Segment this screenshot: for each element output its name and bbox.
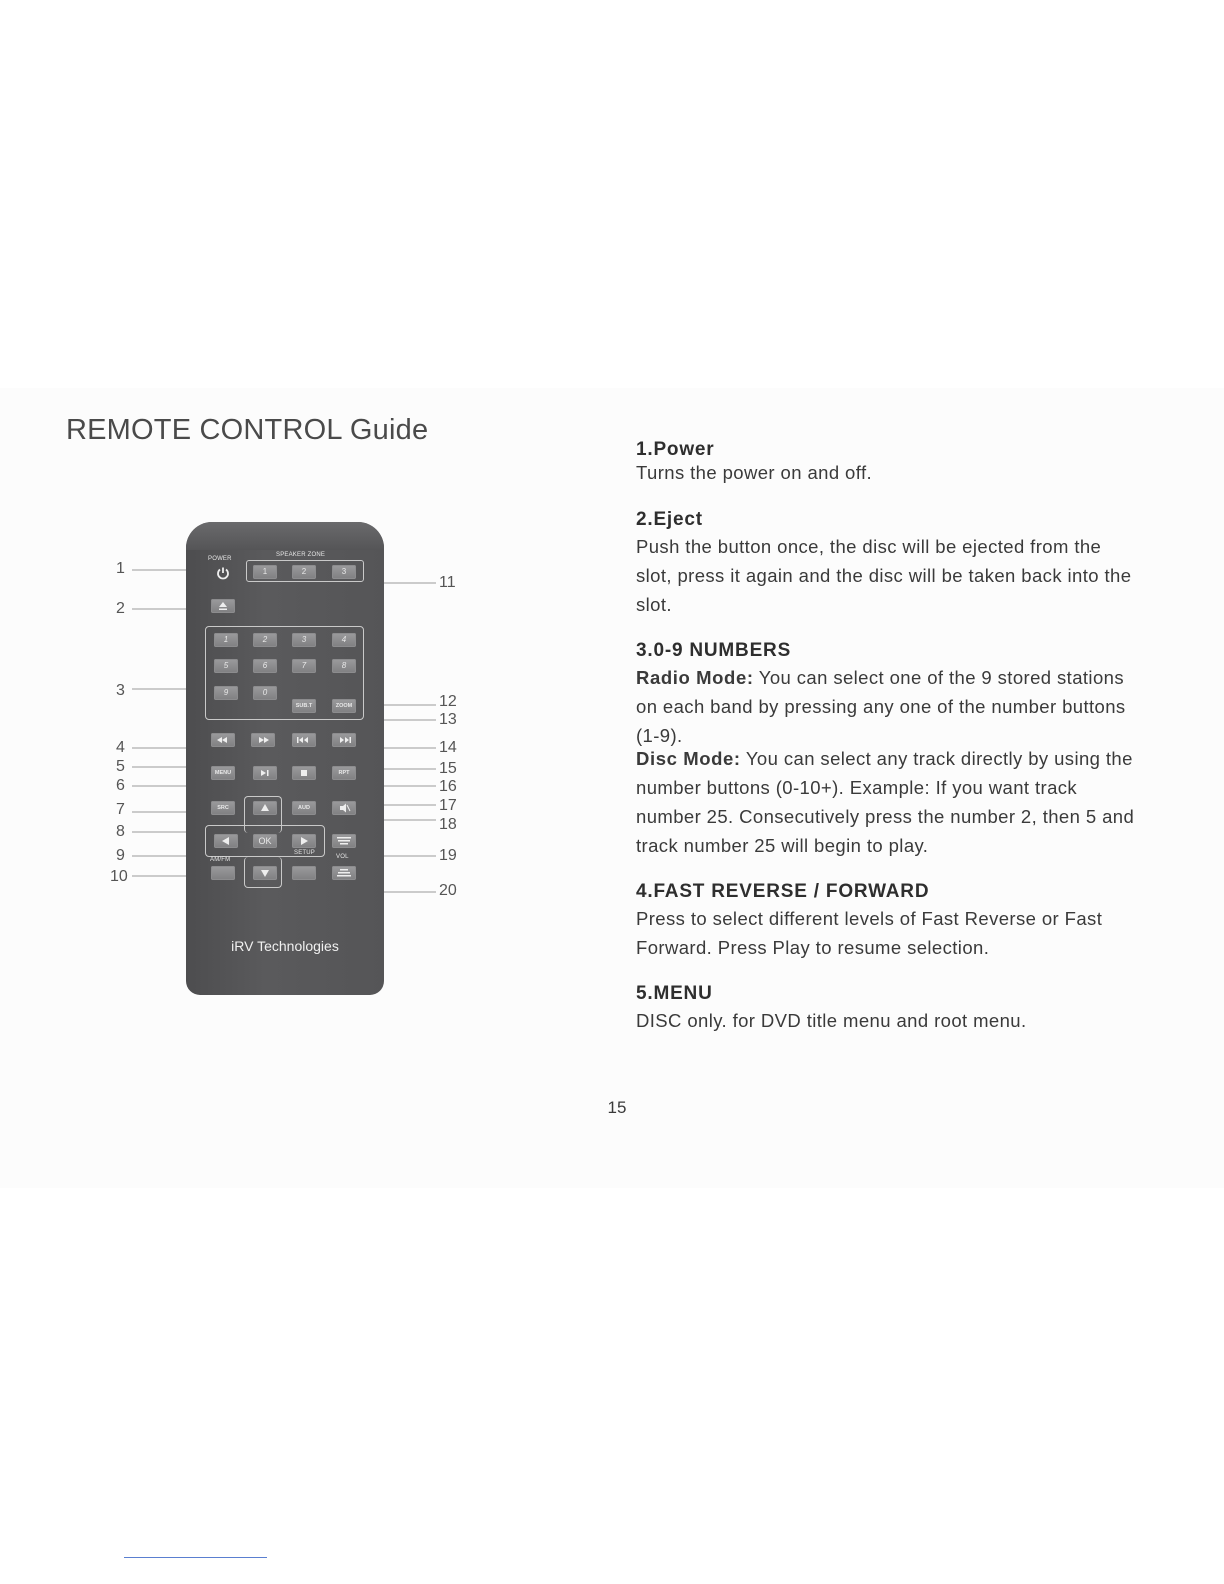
section-menu — [636, 982, 1136, 1035]
vol-down-icon — [332, 866, 356, 880]
callout-20: 20 — [439, 882, 457, 899]
callout-5: 5 — [116, 758, 125, 775]
num-5-button: 5 — [214, 659, 238, 673]
menu-button: MENU — [211, 766, 235, 780]
callout-9: 9 — [116, 847, 125, 864]
eject-icon — [211, 599, 235, 613]
callout-1: 1 — [116, 560, 125, 577]
num-3-button: 3 — [292, 633, 316, 647]
num-2-button: 2 — [253, 633, 277, 647]
vol-label: VOL — [336, 854, 349, 860]
section-numbers — [636, 639, 1136, 860]
arrow-right-button — [292, 834, 316, 848]
speaker-zone-label: SPEAKER ZONE — [276, 552, 326, 558]
next-track-button — [332, 733, 356, 747]
section-fast-reverse-forward — [636, 880, 1136, 962]
mute-icon — [332, 801, 356, 815]
section-power — [636, 438, 1136, 484]
power-label: POWER — [208, 556, 232, 562]
zone-1-button: 1 — [253, 565, 277, 579]
zone-2-button: 2 — [292, 565, 316, 579]
eject-button — [211, 599, 235, 613]
radio-mode-text: You can select one of the 9 stored stations on each band by pressing any one of the number buttons (1-9). — [636, 667, 1126, 746]
section-heading: 2.Eject — [636, 509, 703, 530]
setup-label: SETUP — [294, 850, 316, 856]
mute-button — [332, 801, 356, 815]
callout-14: 14 — [439, 739, 457, 756]
arrow-right-icon — [292, 834, 316, 848]
amfm-button — [211, 866, 235, 880]
section-body: DISC only. for DVD title menu and root menu. — [636, 1010, 1027, 1031]
amfm-label: AM/FM — [210, 857, 231, 863]
instructions-column — [636, 438, 1136, 1055]
section-body-disc — [636, 744, 1136, 860]
num-7-button: 7 — [292, 659, 316, 673]
callout-11: 11 — [439, 574, 456, 591]
radio-mode-lead: Radio Mode: — [636, 667, 754, 688]
rpt-button: RPT — [332, 766, 356, 780]
callout-2: 2 — [116, 600, 125, 617]
callout-17: 17 — [439, 797, 457, 814]
callout-18: 18 — [439, 816, 457, 833]
callout-6: 6 — [116, 777, 125, 794]
callout-19: 19 — [439, 847, 457, 864]
remote-control-illustration — [186, 522, 384, 995]
page-title: REMOTE CONTROL Guide — [66, 414, 429, 446]
ok-button: OK — [253, 834, 277, 848]
num-0-button: 0 — [253, 686, 277, 700]
remote-top-bevel — [186, 522, 384, 550]
callout-15: 15 — [439, 760, 457, 777]
setup-button — [292, 866, 316, 880]
aud-button: AUD — [292, 801, 316, 815]
num-8-button: 8 — [332, 659, 356, 673]
stop-button — [292, 766, 316, 780]
callout-7: 7 — [116, 801, 125, 818]
power-icon — [216, 566, 230, 580]
arrow-up-icon — [253, 801, 277, 815]
next-track-icon — [332, 733, 356, 747]
fast-reverse-button — [211, 733, 235, 747]
section-body: Turns the power on and off. — [636, 462, 873, 483]
num-4-button: 4 — [332, 633, 356, 647]
fast-forward-button — [251, 733, 275, 747]
num-9-button: 9 — [214, 686, 238, 700]
page-number: 15 — [607, 1098, 627, 1117]
stop-icon — [292, 766, 316, 780]
num-6-button: 6 — [253, 659, 277, 673]
section-body-radio — [636, 663, 1136, 750]
fast-forward-icon — [251, 733, 275, 747]
subt-button: SUB.T — [292, 699, 316, 713]
brand-logo-text: iRV Technologies — [231, 938, 339, 954]
section-heading: 3.0-9 NUMBERS — [636, 640, 792, 661]
callout-4: 4 — [116, 739, 125, 756]
arrow-up-button — [253, 801, 277, 815]
play-pause-button — [253, 766, 277, 780]
src-button: SRC — [211, 801, 235, 815]
vol-up-icon — [332, 834, 356, 848]
callout-13: 13 — [439, 711, 457, 728]
arrow-down-button — [253, 866, 277, 880]
arrow-left-icon — [214, 834, 238, 848]
arrow-left-button — [214, 834, 238, 848]
arrow-down-icon — [253, 866, 277, 880]
play-pause-icon — [253, 766, 277, 780]
callout-12: 12 — [439, 693, 457, 710]
fast-reverse-icon — [211, 733, 235, 747]
section-eject — [636, 508, 1136, 619]
zoom-button: ZOOM — [332, 699, 356, 713]
section-body: Press to select different levels of Fast Reverse or Fast Forward. Press Play to resume selection. — [636, 908, 1103, 958]
vol-up-button — [332, 834, 356, 848]
prev-track-button — [292, 733, 316, 747]
zone-3-button: 3 — [332, 565, 356, 579]
disc-mode-text: You can select any track directly by using the number buttons (0-10+). Example: If you want track number 25. Consecutively press the number 2, then 5 and track number 25 will begin to play. — [636, 748, 1135, 856]
section-heading: 1.Power — [636, 439, 715, 460]
callout-10: 10 — [110, 868, 128, 885]
prev-track-icon — [292, 733, 316, 747]
section-heading: 4.FAST REVERSE / FORWARD — [636, 881, 930, 902]
callout-3: 3 — [116, 682, 125, 699]
footer-rule — [124, 1557, 267, 1558]
vol-down-button — [332, 866, 356, 880]
num-1-button: 1 — [214, 633, 238, 647]
callout-16: 16 — [439, 778, 457, 795]
section-heading: 5.MENU — [636, 983, 713, 1004]
disc-mode-lead: Disc Mode: — [636, 748, 741, 769]
callout-8: 8 — [116, 823, 125, 840]
section-body: Push the button once, the disc will be ejected from the slot, press it again and the disc will be taken back into the slot. — [636, 536, 1132, 615]
